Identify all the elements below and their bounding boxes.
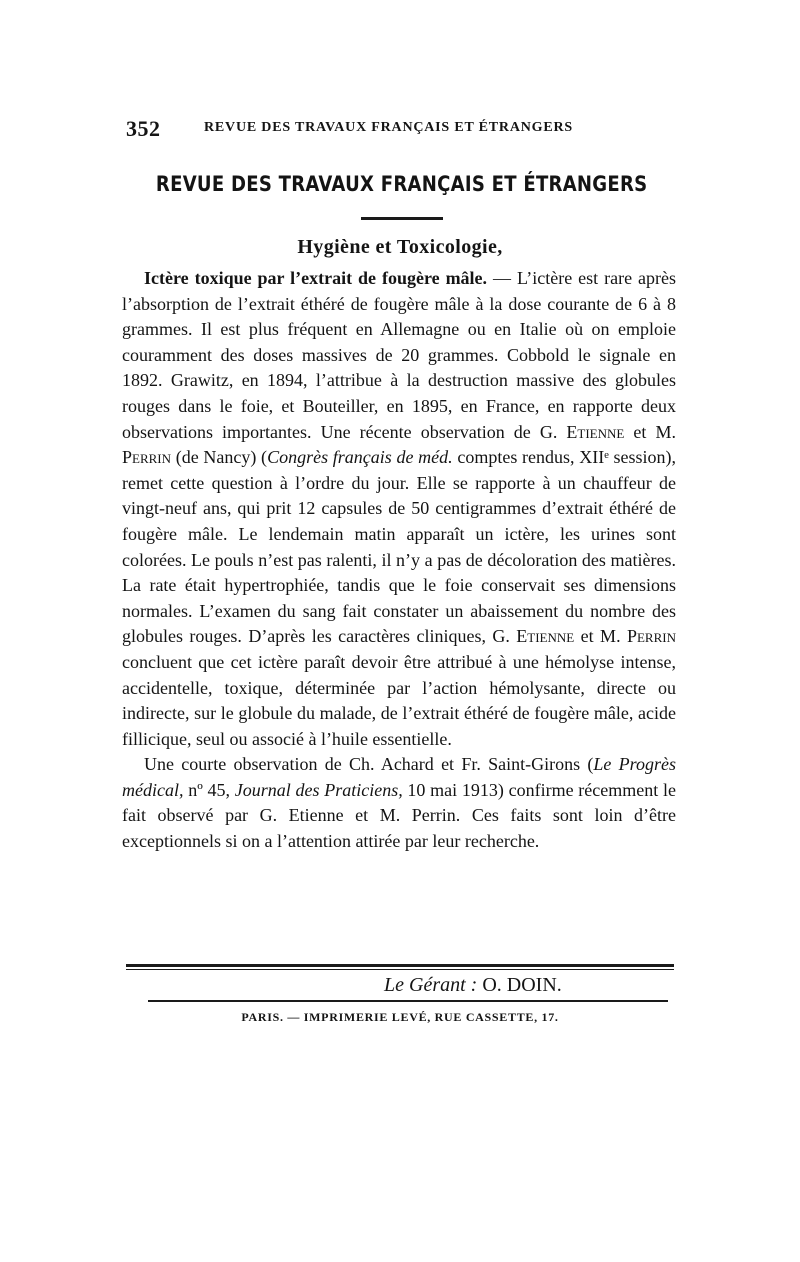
manager-label: Le Gérant : [384,974,478,996]
heading-rule [361,217,443,220]
paragraph-2 [122,752,676,854]
paragraph-1-text-e: et M. [574,626,627,647]
imprint-rule [148,1000,668,1002]
subsection-title: Hygiène et Toxicologie, [297,236,503,258]
paragraph-1-text-a: — L’ictère est rare après l’absorption de l’extrait éthéré de fougère mâle à la dose courante de 6 à 8 grammes. Il est plus fréquent en Allemagne ou en Italie où on emploie couramment des doses massives de 20 grammes. Cobbold le signale en 1892. Grawitz, en 1894, l’attribue à la destruction massive des globules rouges dans le foie, et Bouteiller, en 1895, en France, en rapporte deux observations importantes. Une récente observation de G. [122,268,677,442]
citation: Le Progrès médical, [122,754,676,800]
paragraph-1-text-c: (de Nancy) ( [171,447,268,468]
article-body [122,266,676,855]
manager-name: O. DOIN. [477,974,562,996]
page-number: 352 [126,116,161,141]
paragraph-2-text-a: Une courte observation de Ch. Achard et Fr. Saint-Girons ( [144,754,594,775]
paragraph-1-text-f: concluent que cet ictère paraît devoir être attribué à une hémolyse intense, accidentelle, toxique, déterminée par l’action hémolysante, directe ou indirecte, sur le globule du malade, de l’extrait éthéré de fougère mâle, acide fillicique, seul ou associé à l’huile essentielle. [122,651,676,749]
paragraph-2-text-b: nº 45, [183,779,235,800]
running-head [126,116,676,144]
section-heading: REVUE DES TRAVAUX FRANÇAIS ET ÉTRANGERS [155,172,648,196]
end-rule-thin [126,969,674,970]
citation: Congrès français de méd. [267,447,453,468]
article-title: Ictère toxique par l’extrait de fougère mâle. [144,268,488,288]
paragraph-1-text-b: et M. [624,421,677,442]
author-name: Perrin [626,626,676,647]
paragraph-1 [122,266,676,752]
printer-imprint: PARIS. — IMPRIMERIE LEVÉ, RUE CASSETTE, 17. [241,1010,559,1024]
paragraph-1-text-d: comptes rendus, XIIᵉ session), remet cette question à l’ordre du jour. Elle se rapporte à un chauffeur de vingt-neuf ans, qui prit 12 capsules de 50 centigrammes d’extrait éthéré de fougère mâle. Le lendemain matin apparaît un ictère, les urines sont colorées. Le pouls n’est pas ralenti, il n’y a pas de décoloration des matières. La rate était hypertrophiée, tandis que le foie conservait ses dimensions normales. L’examen du sang fait constater un abaissement du nombre des globules rouges. D’après les caractères cliniques, G. [122,447,677,647]
paragraph-2-text-c: 10 mai 1913) confirme récemment le fait observé par G. Etienne et M. Perrin. Ces faits sont loin d’être exceptionnels si on a l’attention attirée par leur recherche. [122,779,676,852]
author-name: Etienne [516,626,575,647]
end-rule-thick [126,964,674,967]
manager-signature [384,974,562,997]
citation: Journal des Praticiens, [234,779,403,800]
author-name: Perrin [122,447,172,468]
running-title: REVUE DES TRAVAUX FRANÇAIS ET ÉTRANGERS [204,120,573,135]
author-name: Etienne [566,421,625,442]
